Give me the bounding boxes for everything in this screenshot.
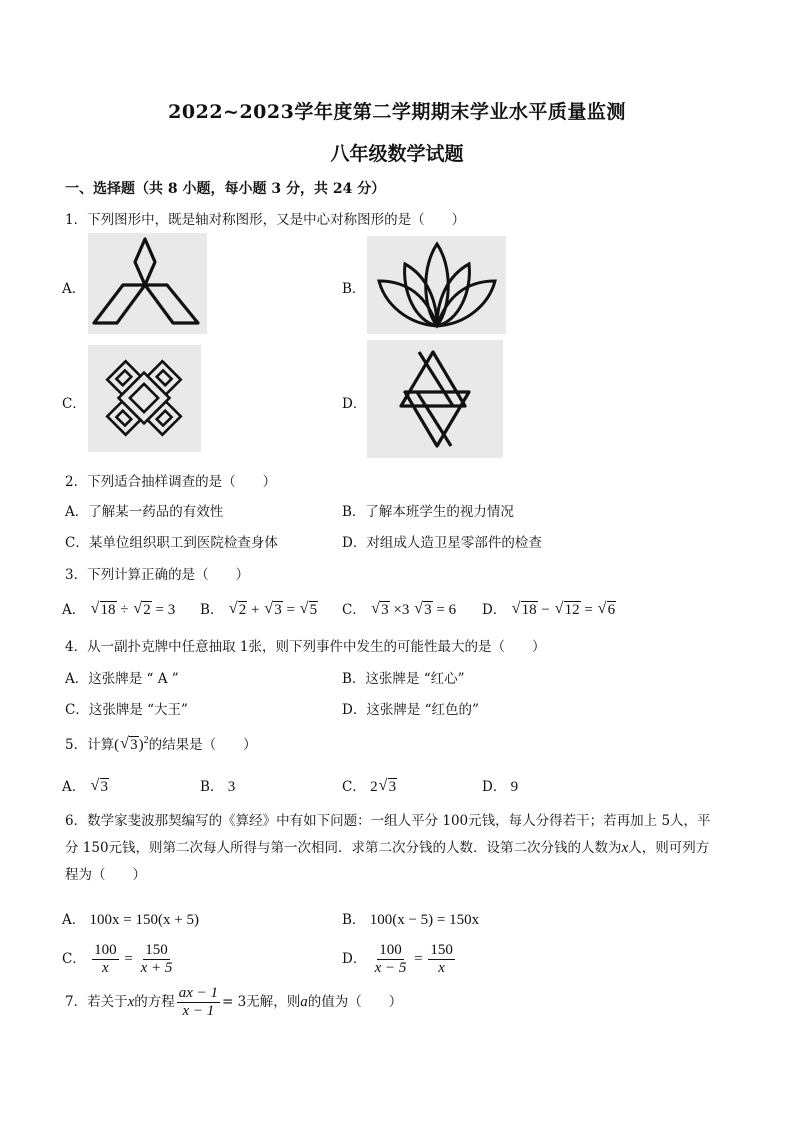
q4-option-d: D．这张牌是 “红色的” <box>342 702 479 718</box>
q3-option-a-label: A． <box>62 602 86 618</box>
sqrt-symbol: √ 3 <box>120 735 138 753</box>
q2-option-b: B．了解本班学生的视力情况 <box>342 504 514 520</box>
section-heading: 一、选择题（共 8 小题，每小题 3 分，共 24 分） <box>65 181 386 197</box>
q4-option-b: B．这张牌是 “红心” <box>342 671 465 687</box>
q1-figure-c <box>88 345 201 452</box>
q6-line-2: 分 150元钱，则第二次每人所得与第一次相同．求第二次分钱的人数．设第二次分钱的人数为x人，则可列方 <box>65 840 710 856</box>
q1-option-a-label: A． <box>62 281 86 297</box>
question-2-stem: 2．下列适合抽样调查的是（ ） <box>65 474 277 490</box>
q6-option-a: A． 100x = 150(x + 5) <box>62 912 199 928</box>
q1-figure-b <box>367 236 506 334</box>
q1-option-b-label: B． <box>342 281 366 297</box>
question-5-stem: 5．计算( √ 3)$^2$的结果是（ ） <box>65 735 257 753</box>
q6-line-3: 程为（ ） <box>65 867 146 883</box>
q6-option-a-label: A． <box>62 912 86 928</box>
question-4-stem: 4．从一副扑克牌中任意抽取 1张，则下列事件中发生的可能性最大的是（ ） <box>65 639 546 655</box>
sqrt-symbol: √ 3 <box>414 600 432 618</box>
sqrt-symbol: √ 5 <box>299 600 318 618</box>
q6-option-d: D． $\frac{100}{x - 5}$ = $\frac{150}{x}$ <box>342 942 453 976</box>
q4-option-a: A．这张牌是 “ A ” <box>65 671 179 687</box>
q5-option-b-label: B． <box>200 779 224 795</box>
fraction: $\frac{150}{x + 5}$ <box>140 942 173 976</box>
q2-option-a: A．了解某一药品的有效性 <box>65 504 224 520</box>
sqrt-symbol: √ 18 <box>511 600 537 618</box>
question-7-stem: 7．若关于x的方程 $\frac{ax - 1}{x - 1}$ = 3无解，则a的值为（ ） <box>65 985 403 1019</box>
sqrt-symbol: √ 3 <box>264 600 282 618</box>
sqrt-symbol: √ 2 <box>133 600 151 618</box>
q3-option-d: D． √ 18 − √ 12 = √ 6 <box>482 600 616 618</box>
sqrt-symbol: √ 18 <box>90 600 116 618</box>
q3-option-a: A． √ 18 ÷ √ 2 = 3 <box>62 600 176 618</box>
q6-option-b-label: B． <box>342 912 366 928</box>
q3-option-b: B． √ 2 + √ 3 = √ 5 <box>200 600 318 618</box>
sqrt-symbol: √ 12 <box>554 600 580 618</box>
sqrt-symbol: √ 3 <box>90 777 109 795</box>
question-3-stem: 3．下列计算正确的是（ ） <box>65 567 250 583</box>
exam-title: 2022~2023学年度第二学期期末学业水平质量监测 <box>168 101 626 123</box>
q5-option-b: B． 3 <box>200 779 236 795</box>
sqrt-symbol: √ 3 <box>371 600 389 618</box>
q3-option-b-label: B． <box>200 602 224 618</box>
q5-option-a-label: A． <box>62 779 86 795</box>
q4-option-c: C．这张牌是 “大王” <box>65 702 188 718</box>
q5-option-d: D． 9 <box>482 779 519 795</box>
q6-option-d-label: D． <box>342 950 367 967</box>
fraction: $\frac{100}{x}$ <box>94 942 117 976</box>
sqrt-symbol: √ 2 <box>228 600 247 618</box>
question-1-stem: 1．下列图形中，既是轴对称图形，又是中心对称图形的是（ ） <box>65 212 466 228</box>
q6-option-c: C． $\frac{100}{x}$ = $\frac{150}{x + 5}$ <box>62 942 173 976</box>
fraction: $\frac{ax - 1}{x - 1}$ <box>178 985 219 1019</box>
fraction: $\frac{150}{x}$ <box>430 942 453 976</box>
interlocked-triangles-figure <box>367 340 503 458</box>
question-6-stem <box>65 808 735 889</box>
q1-figure-d <box>367 340 503 458</box>
exam-subtitle: 八年级数学试题 <box>330 143 464 165</box>
q5-option-c: C． 2 √ 3 <box>342 777 397 795</box>
q6-option-b: B． 100(x − 5) = 150x <box>342 912 480 928</box>
q1-option-d-label: D． <box>342 396 367 412</box>
q3-option-d-label: D． <box>482 602 507 618</box>
q3-option-c: C． √ 3 ×3 √ 3 = 6 <box>342 600 457 618</box>
q1-figure-a <box>88 233 207 334</box>
sqrt-symbol: √ 6 <box>597 600 616 618</box>
triple-diamond-figure <box>88 233 207 334</box>
q5-option-d-label: D． <box>482 779 507 795</box>
endless-knot-figure <box>88 345 201 452</box>
fraction: $\frac{100}{x - 5}$ <box>374 942 407 976</box>
q2-option-c: C．某单位组织职工到医院检查身体 <box>65 535 278 551</box>
q3-option-c-label: C． <box>342 602 366 618</box>
q5-option-a <box>62 775 109 796</box>
q5-option-c-label: C． <box>342 779 366 795</box>
q6-option-c-label: C． <box>62 950 86 967</box>
q2-option-d: D．对组成人造卫星零部件的检查 <box>342 535 542 551</box>
lotus-figure <box>367 236 506 334</box>
q6-line-1: 6．数学家斐波那契编写的《算经》中有如下问题：一组人平分 100元钱，每人分得若干；若再加上 5人，平 <box>65 813 711 829</box>
sqrt-symbol: √ 3 <box>378 777 397 795</box>
q1-option-c-label: C． <box>62 396 86 412</box>
